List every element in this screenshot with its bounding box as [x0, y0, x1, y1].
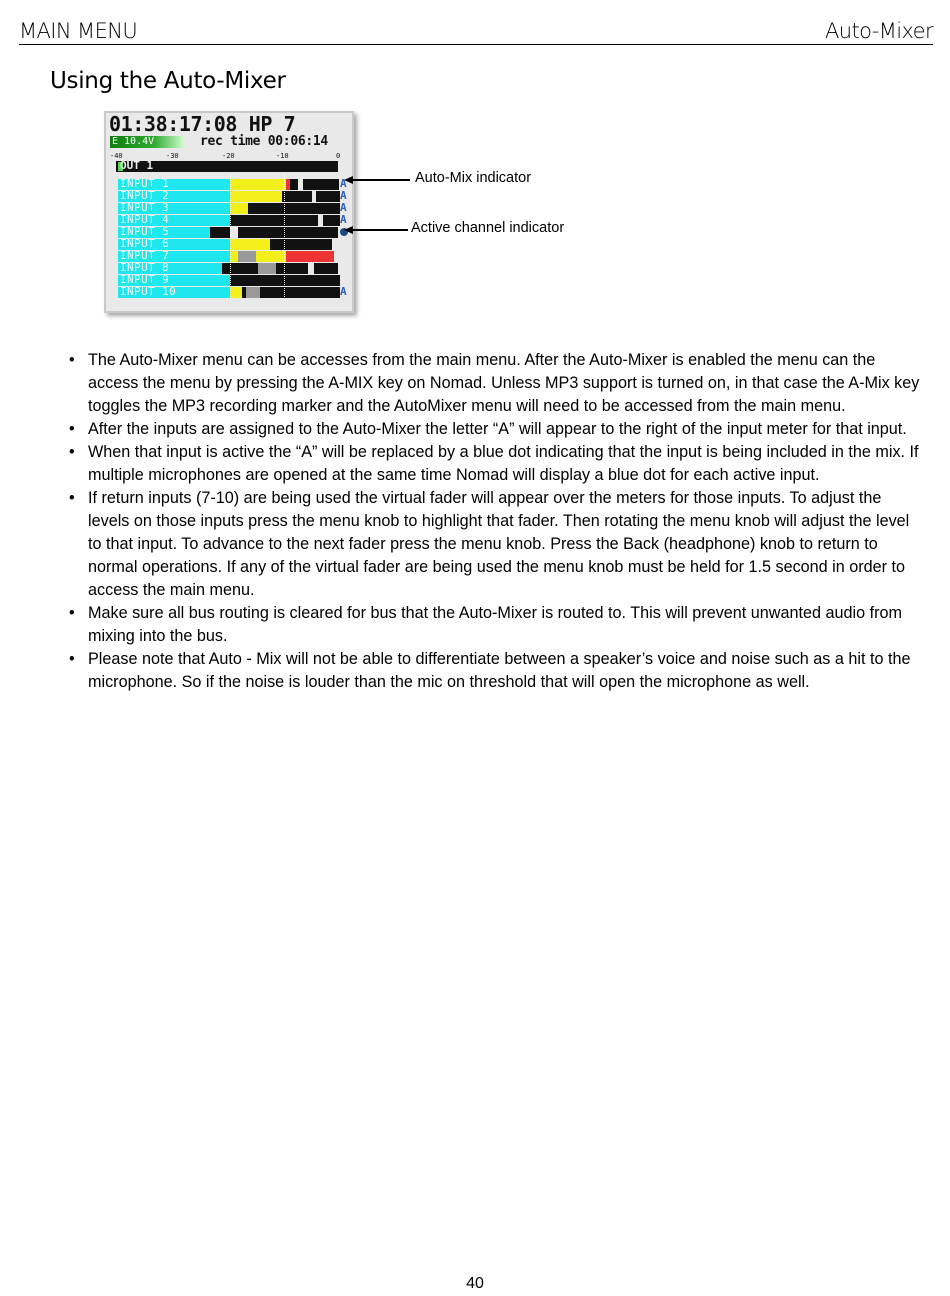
list-item: • Please note that Auto - Mix will not be able to differentiate between a speaker’s voice and noise such as a hit to the microphone. So if the noise is louder than the mic on threshold that will open the microphone as well. — [69, 650, 911, 691]
output-label: OUT 1 — [120, 159, 154, 172]
bullet-icon: • — [69, 650, 75, 668]
bullet-icon: • — [69, 443, 75, 461]
timecode-display: 01:38:17:08 HP 7 — [109, 112, 296, 136]
page-header — [19, 18, 933, 45]
bullet-icon: • — [69, 420, 75, 438]
input-label: INPUT 1 — [120, 177, 170, 190]
input-label: INPUT 9 — [120, 273, 170, 286]
page-number: 40 — [466, 1275, 484, 1292]
automix-a-icon: A — [340, 189, 347, 202]
list-item: • If return inputs (7-10) are being used the virtual fader will appear over the meters for those inputs. To adjust the levels on those inputs press the menu knob to highlight that fader. Then rotating the menu knob will adjust the level to that input. To advance to the next fader press the menu knob. Press the Back (headphone) knob to return to normal operations. If any of the virtual fader are being used the menu knob must be held for 1.5 second in order to access the main menu. — [69, 489, 910, 599]
meter-scale-label: -40 — [110, 152, 123, 160]
list-item: • When that input is active the “A” will be replaced by a blue dot indicating that the input is being included in the mix. If multiple microphones are opened at the same time Nomad will display a blue dot for each active input. — [69, 443, 919, 484]
bullet-icon: • — [69, 351, 75, 369]
active-channel-arrow-line — [352, 229, 408, 231]
input-label: INPUT 7 — [120, 249, 170, 262]
meter-scale-label: -10 — [276, 152, 289, 160]
input-label: INPUT 8 — [120, 261, 170, 274]
rec-time-display: rec time 00:06:14 — [200, 134, 328, 149]
automix-indicator-callout: Auto-Mix indicator — [415, 170, 532, 186]
meter-scale-label: -20 — [222, 152, 235, 160]
input-label: INPUT 2 — [120, 189, 170, 202]
input-label: INPUT 5 — [120, 225, 170, 238]
automix-a-icon: A — [340, 285, 347, 298]
input-label: INPUT 6 — [120, 237, 170, 250]
bullet-icon: • — [69, 604, 75, 622]
meter-scale-label: 0 — [336, 152, 341, 160]
header-section-label: MAIN MENU — [19, 19, 138, 43]
bullet-icon: • — [69, 489, 75, 507]
meter-gridline — [284, 175, 285, 297]
input-meter-row — [118, 287, 348, 298]
input-label: INPUT 4 — [120, 213, 170, 226]
automix-a-icon: A — [340, 201, 347, 214]
automix-a-icon: A — [340, 177, 347, 190]
nomad-screen-image — [104, 111, 354, 313]
active-channel-callout: Active channel indicator — [411, 220, 565, 236]
list-item: • Make sure all bus routing is cleared for bus that the Auto-Mixer is routed to. This will prevent unwanted audio from mixing into the bus. — [69, 604, 902, 645]
instruction-list — [69, 349, 922, 694]
meter-gridline — [230, 175, 231, 297]
battery-indicator: E 10.4V — [110, 136, 184, 148]
automix-a-icon: A — [340, 213, 347, 226]
input-label: INPUT 3 — [120, 201, 170, 214]
automix-arrow-line — [352, 179, 410, 181]
input-label: INPUT 10 — [120, 285, 177, 298]
list-item: • After the inputs are assigned to the Auto-Mixer the letter “A” will appear to the right of the input meter for that input. — [72, 418, 922, 441]
section-title: Using the Auto-Mixer — [50, 68, 286, 94]
header-topic-label: Auto-Mixer — [824, 19, 933, 43]
meter-scale-label: -30 — [166, 152, 179, 160]
list-item: • The Auto-Mixer menu can be accesses from the main menu. After the Auto-Mixer is enabled the menu can the access the menu by pressing the A-MIX key on Nomad. Unless MP3 support is turned on, in that case the A-Mix key toggles the MP3 recording marker and the AutoMixer menu will need to be accessed from the main menu. — [69, 351, 920, 415]
